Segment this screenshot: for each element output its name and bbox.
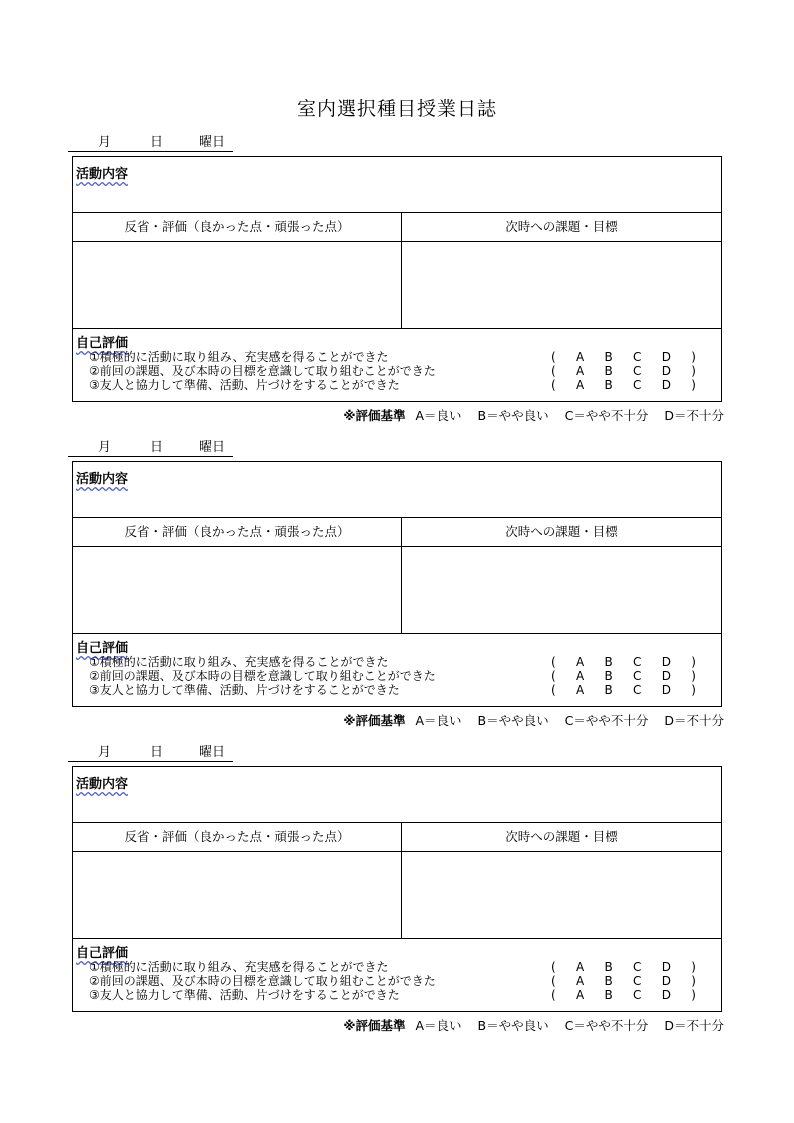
grade-option[interactable]: D	[661, 683, 671, 697]
criteria-label: ※評価基準	[343, 713, 406, 728]
activity-label: 活動内容	[76, 777, 129, 792]
grade-option[interactable]: B	[604, 669, 613, 683]
grade-choices[interactable]	[551, 974, 696, 988]
weekday-label: 曜日	[199, 745, 226, 760]
grade-option[interactable]: A	[575, 988, 585, 1002]
criteria-c: C＝やや不十分	[564, 713, 649, 728]
grade-option[interactable]: )	[691, 669, 696, 683]
criteria-a: A＝良い	[415, 713, 462, 728]
day-label: 日	[150, 745, 164, 760]
page-title: 室内選択種目授業日誌	[296, 98, 497, 120]
grade-option[interactable]: A	[575, 378, 585, 392]
next-goal-input[interactable]	[402, 852, 721, 938]
grade-choices[interactable]	[551, 683, 696, 697]
weekday-label: 曜日	[199, 440, 226, 455]
day-label: 日	[150, 135, 164, 150]
criteria-d: D＝不十分	[664, 408, 724, 423]
criteria-b: B＝やや良い	[477, 1018, 549, 1033]
grade-option[interactable]: C	[633, 364, 642, 378]
grade-option[interactable]: D	[661, 669, 671, 683]
reflection-grid	[72, 213, 722, 329]
self-eval-item: ③友人と協力して準備、活動、片づけをすることができた	[89, 683, 400, 697]
grade-option[interactable]: D	[661, 988, 671, 1002]
journal-entry	[72, 156, 722, 402]
grade-option[interactable]: )	[691, 655, 696, 669]
activity-box[interactable]	[72, 156, 722, 213]
grade-option[interactable]: B	[604, 988, 613, 1002]
grade-option[interactable]: (	[551, 974, 556, 988]
grade-option[interactable]: D	[661, 364, 671, 378]
next-goal-input[interactable]	[402, 242, 721, 328]
grade-option[interactable]: C	[633, 350, 642, 364]
evaluation-criteria	[343, 1016, 724, 1034]
grade-option[interactable]: D	[661, 655, 671, 669]
grade-option[interactable]: A	[575, 350, 585, 364]
grade-option[interactable]: C	[633, 974, 642, 988]
grade-choices[interactable]	[551, 378, 696, 392]
next-goal-column	[402, 823, 721, 938]
self-eval-item: ②前回の課題、及び本時の目標を意識して取り組むことができた	[89, 669, 436, 683]
reflection-input[interactable]	[73, 242, 401, 328]
grade-option[interactable]: D	[661, 378, 671, 392]
criteria-label: ※評価基準	[343, 408, 406, 423]
journal-entry	[72, 766, 722, 1012]
reflection-column	[73, 518, 402, 633]
grade-option[interactable]: A	[575, 974, 585, 988]
self-eval-item: ②前回の課題、及び本時の目標を意識して取り組むことができた	[89, 974, 436, 988]
activity-box[interactable]	[72, 766, 722, 823]
next-goal-column	[402, 518, 721, 633]
grade-option[interactable]: )	[691, 350, 696, 364]
self-eval-item: ②前回の課題、及び本時の目標を意識して取り組むことができた	[89, 364, 436, 378]
date-line[interactable]	[68, 434, 233, 457]
grade-option[interactable]: B	[604, 683, 613, 697]
date-line[interactable]	[68, 129, 233, 152]
criteria-d: D＝不十分	[664, 713, 724, 728]
grade-option[interactable]: B	[604, 960, 613, 974]
grade-option[interactable]: D	[661, 960, 671, 974]
grade-choices[interactable]	[551, 960, 696, 974]
grade-option[interactable]: C	[633, 683, 642, 697]
self-eval-item: ①積極的に活動に取り組み、充実感を得ることができた	[89, 960, 389, 974]
month-label: 月	[98, 440, 112, 455]
grade-option[interactable]: C	[633, 988, 642, 1002]
grade-option[interactable]: B	[604, 974, 613, 988]
next-goal-header: 次時への課題・目標	[402, 213, 721, 242]
month-label: 月	[98, 745, 112, 760]
next-goal-header: 次時への課題・目標	[402, 518, 721, 547]
self-eval-label: 自己評価	[76, 336, 129, 351]
grade-option[interactable]: B	[604, 378, 613, 392]
grade-option[interactable]: D	[661, 974, 671, 988]
grade-option[interactable]: )	[691, 974, 696, 988]
grade-option[interactable]: (	[551, 960, 556, 974]
grade-option[interactable]: (	[551, 683, 556, 697]
grade-option[interactable]: )	[691, 988, 696, 1002]
reflection-input[interactable]	[73, 852, 401, 938]
grade-option[interactable]: )	[691, 683, 696, 697]
next-goal-header: 次時への課題・目標	[402, 823, 721, 852]
self-evaluation-box	[72, 939, 722, 1012]
date-line[interactable]	[68, 739, 233, 762]
journal-entry	[72, 461, 722, 707]
grade-option[interactable]: (	[551, 988, 556, 1002]
evaluation-criteria	[343, 711, 724, 729]
evaluation-criteria	[343, 406, 724, 424]
criteria-b: B＝やや良い	[477, 408, 549, 423]
grade-option[interactable]: C	[633, 669, 642, 683]
grade-option[interactable]: (	[551, 364, 556, 378]
grade-option[interactable]: (	[551, 655, 556, 669]
grade-option[interactable]: D	[661, 350, 671, 364]
self-eval-item: ①積極的に活動に取り組み、充実感を得ることができた	[89, 350, 389, 364]
reflection-input[interactable]	[73, 547, 401, 633]
grade-choices[interactable]	[551, 988, 696, 1002]
grade-option[interactable]: B	[604, 364, 613, 378]
self-evaluation-box	[72, 634, 722, 707]
reflection-header: 反省・評価（良かった点・頑張った点）	[73, 518, 401, 547]
reflection-grid	[72, 823, 722, 939]
grade-option[interactable]: C	[633, 960, 642, 974]
activity-label: 活動内容	[76, 167, 129, 182]
self-eval-item: ①積極的に活動に取り組み、充実感を得ることができた	[89, 655, 389, 669]
grade-choices[interactable]	[551, 669, 696, 683]
grade-option[interactable]: C	[633, 378, 642, 392]
grade-option[interactable]: )	[691, 378, 696, 392]
grade-option[interactable]: )	[691, 960, 696, 974]
self-evaluation-box	[72, 329, 722, 402]
self-eval-label: 自己評価	[76, 946, 129, 961]
grade-option[interactable]: A	[575, 960, 585, 974]
grade-option[interactable]: )	[691, 364, 696, 378]
self-eval-item: ③友人と協力して準備、活動、片づけをすることができた	[89, 988, 400, 1002]
reflection-column	[73, 213, 402, 328]
reflection-header: 反省・評価（良かった点・頑張った点）	[73, 823, 401, 852]
criteria-a: A＝良い	[415, 408, 462, 423]
grade-option[interactable]: (	[551, 669, 556, 683]
reflection-column	[73, 823, 402, 938]
criteria-a: A＝良い	[415, 1018, 462, 1033]
criteria-c: C＝やや不十分	[564, 408, 649, 423]
next-goal-input[interactable]	[402, 547, 721, 633]
criteria-d: D＝不十分	[664, 1018, 724, 1033]
grade-option[interactable]: A	[575, 364, 585, 378]
grade-option[interactable]: A	[575, 655, 585, 669]
grade-option[interactable]: A	[575, 669, 585, 683]
criteria-label: ※評価基準	[343, 1018, 406, 1033]
grade-option[interactable]: B	[604, 655, 613, 669]
grade-choices[interactable]	[551, 364, 696, 378]
grade-option[interactable]: A	[575, 683, 585, 697]
grade-option[interactable]: C	[633, 655, 642, 669]
activity-box[interactable]	[72, 461, 722, 518]
grade-option[interactable]: (	[551, 350, 556, 364]
next-goal-column	[402, 213, 721, 328]
criteria-c: C＝やや不十分	[564, 1018, 649, 1033]
self-eval-item: ③友人と協力して準備、活動、片づけをすることができた	[89, 378, 400, 392]
criteria-b: B＝やや良い	[477, 713, 549, 728]
month-label: 月	[98, 135, 112, 150]
reflection-header: 反省・評価（良かった点・頑張った点）	[73, 213, 401, 242]
reflection-grid	[72, 518, 722, 634]
grade-option[interactable]: (	[551, 378, 556, 392]
day-label: 日	[150, 440, 164, 455]
self-eval-label: 自己評価	[76, 641, 129, 656]
grade-option[interactable]: B	[604, 350, 613, 364]
activity-label: 活動内容	[76, 472, 129, 487]
grade-choices[interactable]	[551, 655, 696, 669]
weekday-label: 曜日	[199, 135, 226, 150]
grade-choices[interactable]	[551, 350, 696, 364]
